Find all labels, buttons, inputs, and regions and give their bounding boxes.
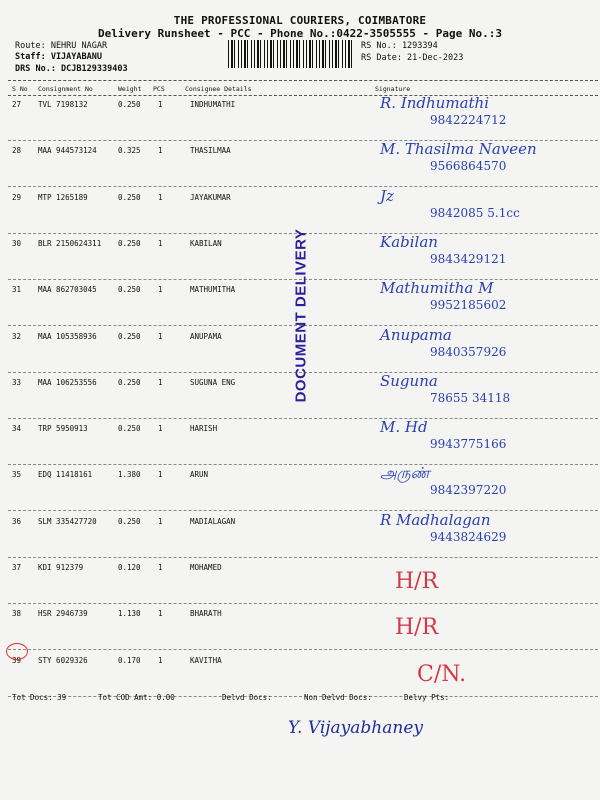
recipient-phone: 9952185602 (430, 298, 507, 312)
pcs-value: 1 (158, 563, 163, 572)
non-delivered-docs: Non Delvd Docs: (304, 693, 372, 702)
consignee-name: MADIALAGAN (190, 517, 236, 526)
recipient-phone: 9842397220 (430, 483, 507, 497)
table-row (0, 511, 600, 567)
row-sno: 32 (12, 332, 22, 341)
col-weight: Weight (118, 85, 142, 93)
consignee-name: BHARATH (190, 609, 222, 618)
staff-signature: Y. Vijayabhaney (288, 718, 423, 738)
rs-number: RS No.: 1293394 (361, 41, 438, 51)
recipient-signature: H/R (395, 615, 439, 640)
recipient-signature: C/N. (417, 662, 467, 687)
consignment-number: TRP 5950913 (38, 424, 88, 433)
pcs-value: 1 (158, 378, 163, 387)
pcs-value: 1 (158, 100, 163, 109)
pcs-value: 1 (158, 285, 163, 294)
row-divider (8, 696, 598, 697)
weight-value: 0.250 (118, 100, 141, 109)
consignee-name: MOHAMED (190, 563, 222, 572)
pcs-value: 1 (158, 656, 163, 665)
consignment-number: MAA 862703045 (38, 285, 97, 294)
row-sno: 27 (12, 100, 22, 109)
consignee-name: INDHUMATHI (190, 100, 236, 109)
row-sno: 36 (12, 517, 22, 526)
row-divider (8, 510, 598, 511)
table-row (0, 656, 600, 706)
weight-value: 0.250 (118, 285, 141, 294)
rs-date: RS Date: 21-Dec-2023 (361, 53, 464, 63)
weight-value: 1.380 (118, 470, 141, 479)
pcs-value: 1 (158, 332, 163, 341)
total-cod: Tot COD Amt: 0.00 (98, 693, 175, 702)
recipient-phone: 9843429121 (430, 252, 507, 266)
row-sno: 33 (12, 378, 22, 387)
header-rule-bottom (8, 95, 598, 96)
consignee-name: HARISH (190, 424, 218, 433)
consignee-name: ARUN (190, 470, 209, 479)
route-info: Route: NEHRU NAGAR (15, 41, 108, 51)
barcode (228, 40, 354, 68)
table-row (0, 418, 600, 474)
recipient-phone: 9943775166 (430, 437, 507, 451)
consignee-name: KAVITHA (190, 656, 222, 665)
weight-value: 1.130 (118, 609, 141, 618)
row-sno: 31 (12, 285, 22, 294)
weight-value: 0.250 (118, 517, 141, 526)
pcs-value: 1 (158, 424, 163, 433)
recipient-phone: 9842085 5.1cc (430, 206, 520, 220)
row-divider (8, 418, 598, 419)
row-sno: 29 (12, 193, 22, 202)
consignee-name: SUGUNA ENG (190, 378, 236, 387)
runsheet-subtitle: Delivery Runsheet - PCC - Phone No.:0422-3505555 - Page No.:3 (98, 27, 502, 40)
row-divider (8, 464, 598, 465)
weight-value: 0.250 (118, 424, 141, 433)
weight-value: 0.120 (118, 563, 141, 572)
stamp-text: DOCUMENT DELIVERY (292, 228, 310, 402)
col-pcs: PCS (153, 85, 165, 93)
pcs-value: 1 (158, 239, 163, 248)
col-consignee: Consignee Details (185, 85, 252, 93)
row-divider (8, 186, 598, 187)
weight-value: 0.250 (118, 378, 141, 387)
consignment-number: EDQ 11418161 (38, 470, 93, 479)
row-divider (8, 603, 598, 604)
row-sno: 39 (12, 656, 22, 665)
recipient-signature: Suguna (380, 372, 438, 390)
pcs-value: 1 (158, 609, 163, 618)
consignment-number: MAA 106253556 (38, 378, 97, 387)
consignee-name: ANUPAMA (190, 332, 222, 341)
pcs-value: 1 (158, 193, 163, 202)
consignment-number: MAA 944573124 (38, 146, 97, 155)
consignment-number: MTP 1265189 (38, 193, 88, 202)
consignee-name: THASILMAA (190, 146, 231, 155)
consignment-number: STY 6029326 (38, 656, 88, 665)
recipient-signature: H/R (395, 569, 439, 594)
recipient-phone: 9840357926 (430, 345, 507, 359)
table-row (0, 140, 600, 196)
col-consignment: Consignment No (38, 85, 93, 93)
row-sno: 37 (12, 563, 22, 572)
row-divider (8, 557, 598, 558)
staff-info: Staff: VIJAYABANU (15, 52, 102, 62)
pcs-value: 1 (158, 517, 163, 526)
weight-value: 0.170 (118, 656, 141, 665)
recipient-signature: M. Thasilma Naveen (380, 140, 537, 158)
consignment-number: KDI 912379 (38, 563, 84, 572)
recipient-signature: அருண் (380, 464, 430, 482)
pcs-value: 1 (158, 146, 163, 155)
col-signature: Signature (375, 85, 411, 93)
recipient-signature: R. Indhumathi (380, 94, 489, 112)
highlight-circle (6, 643, 28, 660)
row-sno: 34 (12, 424, 22, 433)
row-sno: 38 (12, 609, 22, 618)
weight-value: 0.250 (118, 332, 141, 341)
consignee-name: KABILAN (190, 239, 222, 248)
recipient-signature: M. Hd (380, 418, 428, 436)
recipient-signature: R Madhalagan (380, 511, 491, 529)
table-row (0, 563, 600, 613)
pcs-value: 1 (158, 470, 163, 479)
recipient-signature: Kabilan (380, 233, 438, 251)
consignment-number: TVL 7198132 (38, 100, 88, 109)
recipient-signature: Mathumitha M (380, 279, 494, 297)
recipient-phone: 9842224712 (430, 113, 507, 127)
weight-value: 0.325 (118, 146, 141, 155)
consignment-number: SLM 335427720 (38, 517, 97, 526)
consignee-name: MATHUMITHA (190, 285, 236, 294)
document-delivery-stamp (271, 230, 331, 400)
row-sno: 28 (12, 146, 22, 155)
recipient-phone: 9443824629 (430, 530, 507, 544)
weight-value: 0.250 (118, 193, 141, 202)
weight-value: 0.250 (118, 239, 141, 248)
consignment-number: MAA 105358936 (38, 332, 97, 341)
consignment-number: BLR 2150624311 (38, 239, 102, 248)
recipient-signature: Jz (380, 187, 394, 205)
drs-info: DRS No.: DCJB129339403 (15, 64, 128, 74)
row-divider (8, 649, 598, 650)
recipient-signature: Anupama (380, 326, 452, 344)
col-sno: S No (12, 85, 28, 93)
total-docs: Tot Docs: 39 (12, 693, 67, 702)
recipient-phone: 9566864570 (430, 159, 507, 173)
delivered-docs: Delvd Docs: (222, 693, 272, 702)
company-title: THE PROFESSIONAL COURIERS, COIMBATORE (173, 14, 427, 27)
recipient-phone: 78655 34118 (430, 391, 511, 405)
table-row (0, 464, 600, 520)
consignee-name: JAYAKUMAR (190, 193, 231, 202)
header-rule-top (8, 80, 598, 81)
row-sno: 35 (12, 470, 22, 479)
consignment-number: HSR 2946739 (38, 609, 88, 618)
table-row (0, 609, 600, 659)
row-sno: 30 (12, 239, 22, 248)
delivery-points: Delvy Pts: (404, 693, 450, 702)
